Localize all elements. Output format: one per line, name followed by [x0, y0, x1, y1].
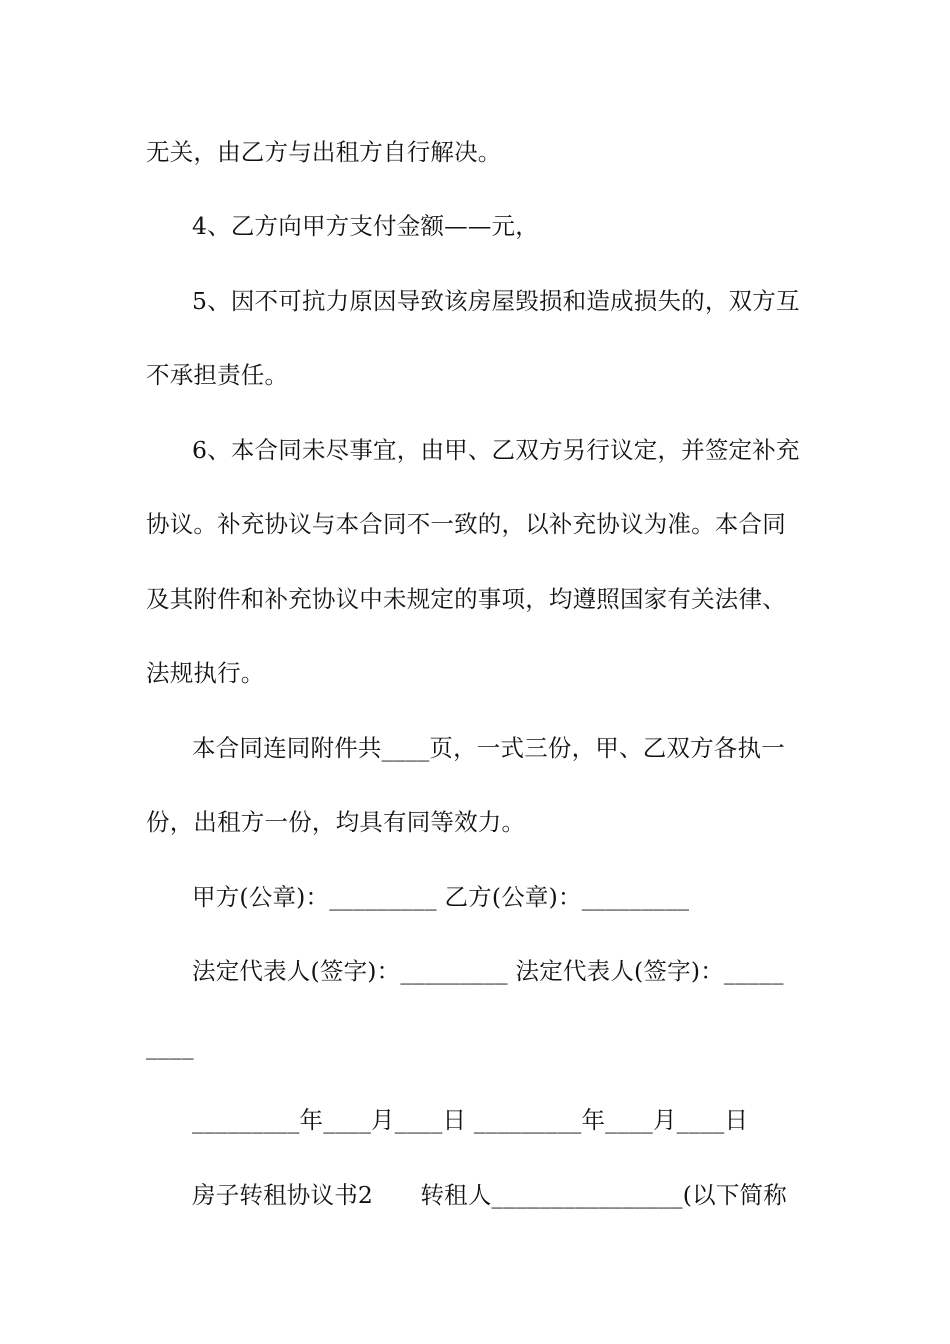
paragraph-line: 及其附件和补充协议中未规定的事项，均遵照国家有关法律、	[146, 585, 786, 613]
representative-line: 法定代表人(签字)：_________ 法定代表人(签字)：_____	[192, 957, 784, 985]
paragraph-line: 无关，由乙方与出租方自行解决。	[146, 138, 502, 166]
paragraph-line: 法规执行。	[146, 659, 265, 687]
seal-line: 甲方(公章)：_________ 乙方(公章)：_________	[192, 883, 690, 911]
paragraph-line: ____	[146, 1032, 194, 1060]
paragraph-line: 协议。补充协议与本合同不一致的，以补充协议为准。本合同	[146, 510, 786, 538]
date-line: _________年____月____日 _________年____月____日	[192, 1106, 749, 1134]
paragraph-line: 份，出租方一份，均具有同等效力。	[146, 808, 526, 836]
agreement-2-heading: 房子转租协议书2 转租人________________(以下简称	[192, 1181, 787, 1209]
clause-5: 5、因不可抗力原因导致该房屋毁损和造成损失的，双方互	[192, 287, 800, 315]
copies-clause: 本合同连同附件共____页，一式三份，甲、乙双方各执一	[192, 734, 785, 762]
clause-6: 6、本合同未尽事宜，由甲、乙双方另行议定，并签定补充	[192, 436, 800, 464]
paragraph-line: 不承担责任。	[146, 361, 289, 389]
clause-4: 4、乙方向甲方支付金额——元，	[192, 212, 539, 240]
